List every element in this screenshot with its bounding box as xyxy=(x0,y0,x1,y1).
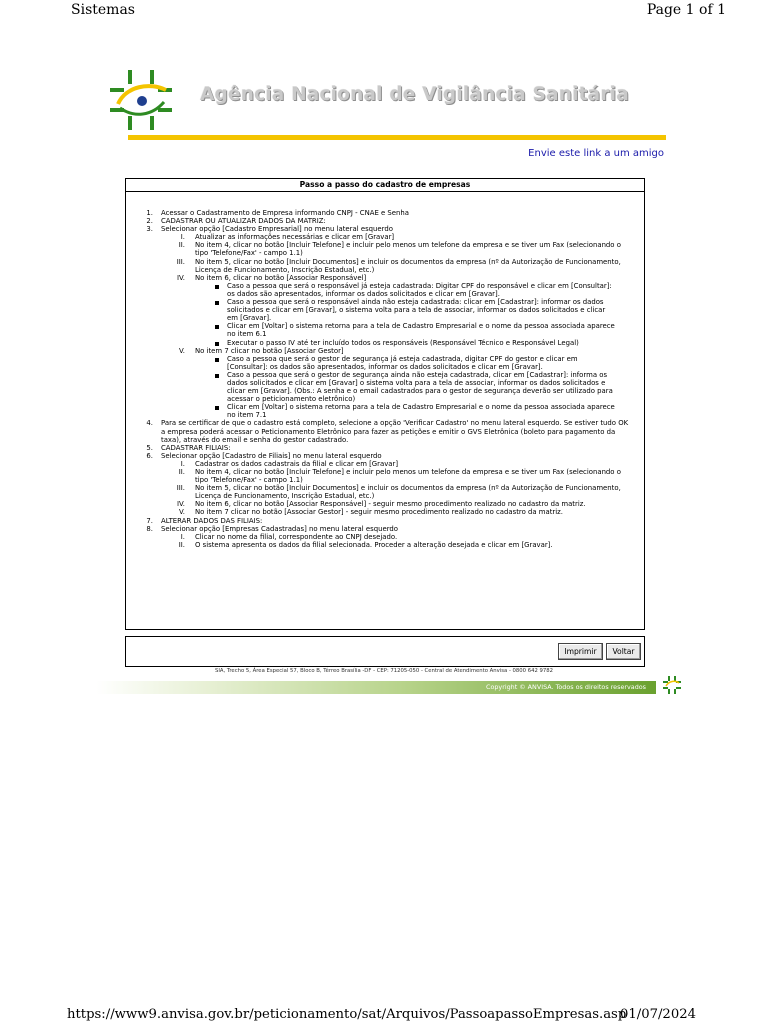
bullet-item xyxy=(195,282,624,298)
substep-list xyxy=(161,233,634,419)
substep-text: No item 6, clicar no botão [Associar Responsável] - seguir mesmo procedimento realizado no cadastro da matriz. xyxy=(195,500,586,509)
actions-panel xyxy=(125,636,645,667)
bullet-item xyxy=(195,322,624,338)
print-header xyxy=(0,0,768,22)
step-number: 3. xyxy=(146,225,153,234)
print-footer-date: 01/07/2024 xyxy=(619,1007,696,1022)
substep-text: No item 4, clicar no botão [Incluir Telefone] e incluir pelo menos um telefone da empresa e se tiver um Fax (selecionando o tipo 'Telefone/Fax' - campo 1.1) xyxy=(195,241,621,258)
step-item xyxy=(126,517,644,525)
footer-address: SIA, Trecho 5, Área Especial 57, Bloco B, Térreo Brasília -DF - CEP: 71205-050 - Central de Atendimento Anvisa - 0800 642 9782 xyxy=(215,668,553,674)
substep-number: III. xyxy=(176,257,185,266)
substep-item xyxy=(161,468,634,484)
panel-title: Passo a passo do cadastro de empresas xyxy=(126,179,644,192)
print-footer xyxy=(0,1005,768,1025)
print-button[interactable]: Imprimir xyxy=(558,643,603,660)
substep-item xyxy=(161,274,634,347)
substep-number: I. xyxy=(180,233,185,242)
substep-item xyxy=(161,460,634,468)
substep-number: I. xyxy=(180,459,185,468)
substep-text: No item 5, clicar no botão [Incluir Documentos] e incluir os documentos da empresa (nº da Autorização de Funcionamento, Licença de Funcionamento, Inscrição Estadual, etc.) xyxy=(195,484,621,501)
square-bullet-icon xyxy=(215,325,219,329)
copyright: Copyright © ANVISA. Todos os direitos reservados xyxy=(485,683,646,691)
substep-text: Cadastrar os dados cadastrais da filial e clicar em [Gravar] xyxy=(195,459,399,468)
substep-number: IV. xyxy=(176,500,185,509)
step-number: 8. xyxy=(146,524,153,533)
bullet-item xyxy=(195,403,624,419)
step-item xyxy=(126,444,644,452)
step-item xyxy=(126,209,644,217)
bullet-text: Caso a pessoa que será o responsável já esteja cadastrada: Digitar CPF do responsável e clicar em [Consultar]: os dados são apresentados, informar os dados solicitados e clicar em [Gravar]. xyxy=(227,281,612,298)
bullet-item xyxy=(195,339,624,347)
step-number: 1. xyxy=(146,209,153,217)
substep-number: II. xyxy=(178,241,185,250)
step-number: 6. xyxy=(146,451,153,460)
substep-item xyxy=(161,484,634,500)
steps-panel xyxy=(125,178,645,630)
print-header-title: Sistemas xyxy=(71,2,135,18)
square-bullet-icon xyxy=(215,342,219,346)
substep-item xyxy=(161,500,634,508)
step-text: Selecionar opção [Cadastro Empresarial] no menu lateral esquerdo xyxy=(161,225,393,234)
substep-text: O sistema apresenta os dados da filial selecionada. Proceder a alteração desejada e clicar em [Gravar]. xyxy=(195,540,553,549)
print-header-page: Page 1 of 1 xyxy=(646,2,726,18)
bullet-text: Executar o passo IV até ter incluído todos os responsáveis (Responsável Técnico e Responsável Legal) xyxy=(227,338,579,347)
step-text: CADASTRAR FILIAIS: xyxy=(161,443,231,452)
step-item xyxy=(126,452,644,517)
bullet-item xyxy=(195,371,624,403)
anvisa-cross-logo-icon xyxy=(106,68,176,132)
bullet-text: Caso a pessoa que será o gestor de segurança ainda não esteja cadastrada, clicar em [Cadastrar]: informa os dados solicitados e clicar em [Gravar] o sistema volta para a tela de associar, informar os dados solicitados e clicar em [Gravar]. (Obs.: A senha e o email cadastrados para o gestor de segurança deverão ser utilizado para acessar o peticionamento eletrônico) xyxy=(227,370,613,404)
print-footer-url: https://www9.anvisa.gov.br/peticionamento/sat/Arquivos/PassoapassoEmpresas.asp xyxy=(67,1007,627,1022)
back-button[interactable]: Voltar xyxy=(606,643,641,660)
footer-bar xyxy=(96,681,656,694)
substep-item xyxy=(161,233,634,241)
step-item xyxy=(126,525,644,549)
send-friend-link[interactable]: Envie este link a um amigo xyxy=(528,148,664,159)
substep-text: Clicar no nome da filial, correspondente ao CNPJ desejado. xyxy=(195,532,398,541)
substep-number: I. xyxy=(180,532,185,541)
substep-text: No item 7 clicar no botão [Associar Gestor] xyxy=(195,346,344,355)
square-bullet-icon xyxy=(215,406,219,410)
bullet-item xyxy=(195,355,624,371)
header-divider xyxy=(128,135,666,140)
substep-number: III. xyxy=(176,484,185,493)
step-item xyxy=(126,419,644,443)
step-text: Para se certificar de que o cadastro está completo, selecione a opção 'Verificar Cadastro' no menu lateral esquerdo. Se estiver tudo OK a empresa poderá acessar o Peticionamento Eletrônico para fazer as petições e emitir o GVS Eletrônica (boleto para pagamento da taxa), através do email e senha do gestor cadastrado. xyxy=(161,419,629,444)
substep-number: V. xyxy=(178,508,185,517)
substep-text: No item 5, clicar no botão [Incluir Documentos] e incluir os documentos da empresa (nº da Autorização de Funcionamento, Licença de Funcionamento, Inscrição Estadual, etc.) xyxy=(195,257,621,274)
substep-item xyxy=(161,541,634,549)
substep-item xyxy=(161,533,634,541)
substep-text: No item 4, clicar no botão [Incluir Telefone] e incluir pelo menos um telefone da empresa e se tiver um Fax (selecionando o tipo 'Telefone/Fax' - campo 1.1) xyxy=(195,468,621,485)
bullet-text: Clicar em [Voltar] o sistema retorna para a tela de Cadastro Empresarial e o nome da pessoa associada aparece no item 6.1 xyxy=(227,322,615,339)
anvisa-small-logo-icon xyxy=(662,675,682,695)
step-text: Selecionar opção [Empresas Cadastradas] no menu lateral esquerdo xyxy=(161,524,398,533)
step-number: 2. xyxy=(146,217,153,226)
substep-number: V. xyxy=(178,346,185,355)
step-number: 7. xyxy=(146,516,153,525)
step-text: ALTERAR DADOS DAS FILIAIS: xyxy=(161,516,263,525)
bullet-list xyxy=(195,355,624,420)
bullet-item xyxy=(195,298,624,322)
substep-item xyxy=(161,258,634,274)
square-bullet-icon xyxy=(215,301,219,305)
step-text: Selecionar opção [Cadastro de Filiais] no menu lateral esquerdo xyxy=(161,451,382,460)
substep-text: Atualizar as informações necessárias e clicar em [Gravar] xyxy=(195,233,395,242)
substep-item xyxy=(161,508,634,516)
square-bullet-icon xyxy=(215,358,219,362)
step-number: 4. xyxy=(146,419,153,428)
step-number: 5. xyxy=(146,443,153,452)
substep-number: IV. xyxy=(176,273,185,282)
substep-number: II. xyxy=(178,468,185,476)
step-text: CADASTRAR OU ATUALIZAR DADOS DA MATRIZ: xyxy=(161,217,326,226)
bullet-text: Clicar em [Voltar] o sistema retorna para a tela de Cadastro Empresarial e o nome da pessoa associada aparece no item 7.1 xyxy=(227,403,615,420)
step-item xyxy=(126,225,644,419)
steps-list xyxy=(126,209,644,549)
substep-list xyxy=(161,533,634,549)
square-bullet-icon xyxy=(215,374,219,378)
bullet-text: Caso a pessoa que será o responsável ainda não esteja cadastrada: clicar em [Cadastrar]: informar os dados solicitados e clicar em [Gravar], o sistema volta para a tela de associar, informar os dados solicitados e clicar em [Gravar]. xyxy=(227,298,606,323)
step-item xyxy=(126,217,644,225)
agency-name: Agência Nacional de Vigilância Sanitária xyxy=(200,84,629,105)
site-header xyxy=(100,62,666,142)
substep-number: II. xyxy=(178,540,185,549)
substep-item xyxy=(161,241,634,257)
substep-list xyxy=(161,460,634,517)
substep-text: No item 6, clicar no botão [Associar Responsável] xyxy=(195,273,367,282)
bullet-list xyxy=(195,282,624,347)
step-text: Acessar o Cadastramento de Empresa informando CNPJ - CNAE e Senha xyxy=(161,209,409,217)
square-bullet-icon xyxy=(215,285,219,289)
substep-text: No item 7 clicar no botão [Associar Gestor] - seguir mesmo procedimento realizado no cadastro da matriz. xyxy=(195,508,563,517)
substep-item xyxy=(161,347,634,420)
bullet-text: Caso a pessoa que será o gestor de segurança já esteja cadastrada, digitar CPF do gestor e clicar em [Consultar]: os dados são apresentados, informar os dados solicitados e clicar em [Gravar]. xyxy=(227,354,578,371)
